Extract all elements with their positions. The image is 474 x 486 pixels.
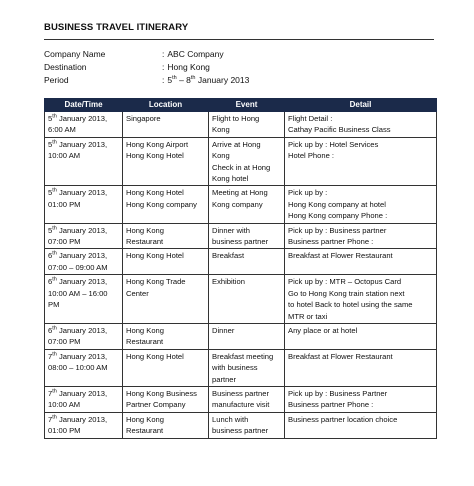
location-cell: Hong Kong Restaurant (123, 323, 209, 349)
detail-cell: Pick up by : MTR – Octopus Card Go to Hong Kong train station next to hotel Back to hotel using the same MTR or taxi (285, 275, 437, 324)
detail-cell: Pick up by : Business partner Business partner Phone : (285, 223, 437, 249)
event-cell: Meeting at Hong Kong company (209, 186, 285, 223)
company-name-value: ABC Company (167, 49, 224, 59)
event-cell: Flight to Hong Kong (209, 112, 285, 138)
date-cell: 6th January 2013, 10:00 AM – 16:00 PM (45, 275, 123, 324)
title-divider (44, 39, 434, 40)
location-cell: Hong Kong Airport Hong Kong Hotel (123, 137, 209, 186)
document-title: BUSINESS TRAVEL ITINERARY (44, 22, 189, 33)
table-row (45, 186, 437, 223)
period-value: 5th – 8th January 2013 (167, 75, 250, 85)
table-row (45, 137, 437, 186)
table-row (45, 249, 437, 275)
destination-label: Destination (44, 62, 87, 72)
event-cell: Arrive at Hong Kong Check in at Hong Kong hotel (209, 137, 285, 186)
detail-cell: Flight Detail : Cathay Pacific Business Class (285, 112, 437, 138)
date-cell: 5th January 2013, 6:00 AM (45, 112, 123, 138)
date-cell: 6th January 2013, 07:00 – 09:00 AM (45, 249, 123, 275)
table-row (45, 275, 437, 324)
detail-cell: Any place or at hotel (285, 323, 437, 349)
destination-row: Destination : Hong Kong (44, 62, 210, 72)
period-row: Period : 5th – 8th January 2013 (44, 75, 250, 85)
table-row (45, 349, 437, 386)
date-cell: 7th January 2013, 10:00 AM (45, 386, 123, 412)
event-cell: Lunch with business partner (209, 412, 285, 438)
date-cell: 6th January 2013, 07:00 PM (45, 323, 123, 349)
header-location: Location (123, 99, 209, 112)
event-cell: Breakfast (209, 249, 285, 275)
table-row (45, 412, 437, 438)
header-detail: Detail (285, 99, 437, 112)
location-cell: Hong Kong Restaurant (123, 412, 209, 438)
detail-cell: Pick up by : Hong Kong company at hotel Hong Kong company Phone : (285, 186, 437, 223)
table-row (45, 386, 437, 412)
event-cell: Exhibition (209, 275, 285, 324)
date-cell: 7th January 2013, 01:00 PM (45, 412, 123, 438)
company-name-row: Company Name : ABC Company (44, 49, 224, 59)
location-cell: Hong Kong Hotel (123, 349, 209, 386)
location-cell: Hong Kong Restaurant (123, 223, 209, 249)
detail-cell: Pick up by : Business Partner Business partner Phone : (285, 386, 437, 412)
date-cell: 5th January 2013, 01:00 PM (45, 186, 123, 223)
trip-summary (44, 48, 434, 87)
header-date-time: Date/Time (45, 99, 123, 112)
date-cell: 7th January 2013, 08:00 – 10:00 AM (45, 349, 123, 386)
table-row (45, 323, 437, 349)
date-cell: 5th January 2013, 10:00 AM (45, 137, 123, 186)
location-cell: Hong Kong Hotel (123, 249, 209, 275)
itinerary-table (44, 98, 437, 439)
event-cell: Business partner manufacture visit (209, 386, 285, 412)
itinerary-body (45, 112, 437, 439)
header-event: Event (209, 99, 285, 112)
company-name-label: Company Name (44, 49, 106, 59)
event-cell: Dinner with business partner (209, 223, 285, 249)
destination-value: Hong Kong (167, 62, 210, 72)
event-cell: Dinner (209, 323, 285, 349)
date-cell: 5th January 2013, 07:00 PM (45, 223, 123, 249)
location-cell: Hong Kong Hotel Hong Kong company (123, 186, 209, 223)
detail-cell: Pick up by : Hotel Services Hotel Phone : (285, 137, 437, 186)
detail-cell: Business partner location choice (285, 412, 437, 438)
location-cell: Singapore (123, 112, 209, 138)
location-cell: Hong Kong Trade Center (123, 275, 209, 324)
table-row (45, 112, 437, 138)
location-cell: Hong Kong Business Partner Company (123, 386, 209, 412)
detail-cell: Breakfast at Flower Restaurant (285, 349, 437, 386)
table-row (45, 223, 437, 249)
table-header-row (45, 99, 437, 112)
detail-cell: Breakfast at Flower Restaurant (285, 249, 437, 275)
period-label: Period (44, 75, 69, 85)
event-cell: Breakfast meeting with business partner (209, 349, 285, 386)
